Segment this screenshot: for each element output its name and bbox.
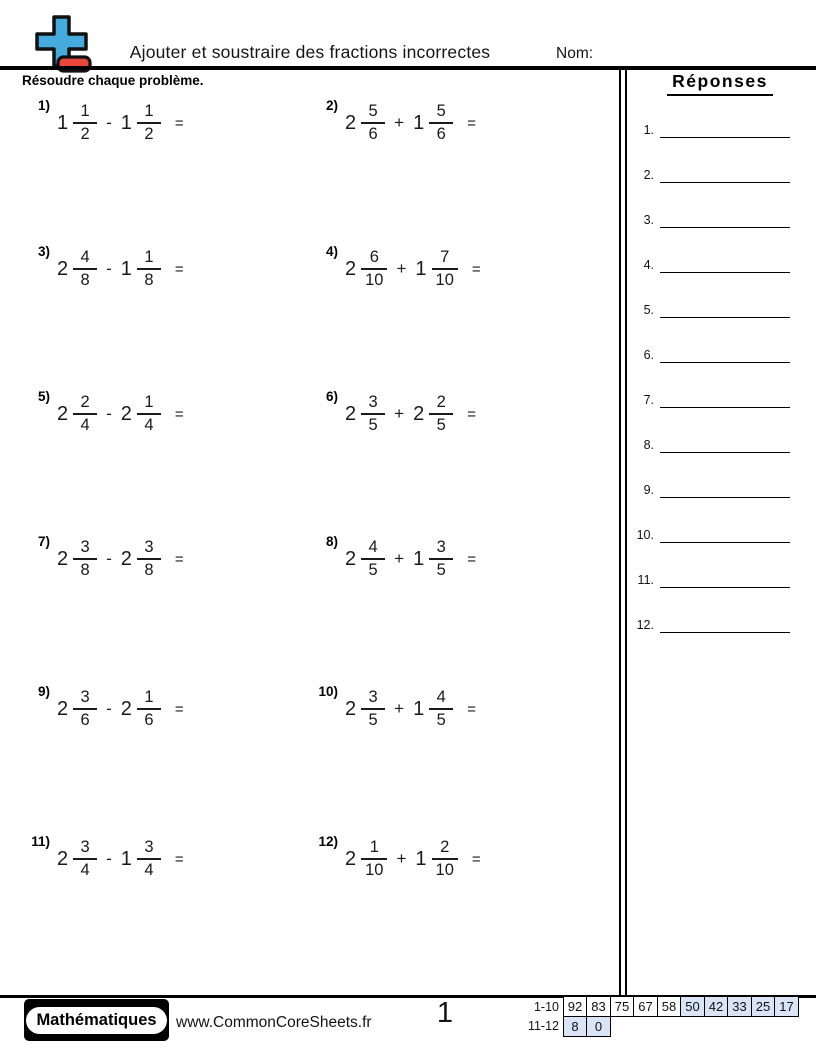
whole-number: 1: [120, 847, 132, 870]
problem-2: [310, 97, 476, 149]
fraction: $\frac{1}{8}$: [137, 248, 161, 290]
fraction: $\frac{5}{6}$: [429, 102, 453, 144]
operator: -: [106, 549, 112, 568]
problem-10: [310, 683, 476, 735]
problem-4: [310, 243, 481, 295]
score-cell: 42: [704, 996, 729, 1017]
whole-number: 1: [120, 111, 132, 134]
fraction: $\frac{2}{5}$: [429, 393, 453, 435]
operator: +: [396, 849, 407, 868]
fraction: $\frac{6}{10}$: [361, 248, 387, 290]
score-row-1: [470, 996, 799, 1017]
answer-number: 5.: [643, 303, 654, 317]
whole-number: 2: [345, 847, 357, 870]
problem-8: [310, 533, 476, 585]
answer-line: [660, 301, 790, 318]
answer-line: [660, 256, 790, 273]
whole-number: 1: [415, 257, 427, 280]
problem-number: 8): [325, 534, 338, 549]
problem-12: [310, 833, 481, 885]
answer-line: [660, 211, 790, 228]
problem-6: [310, 388, 476, 440]
fraction: $\frac{3}{8}$: [73, 538, 97, 580]
equals-sign: =: [174, 260, 184, 278]
problem-9: [22, 683, 184, 735]
fraction: $\frac{4}{8}$: [73, 248, 97, 290]
score-cell: 50: [680, 996, 705, 1017]
fraction: $\frac{1}{2}$: [137, 102, 161, 144]
answer-line: [660, 436, 790, 453]
fraction: $\frac{3}{4}$: [137, 838, 161, 880]
instructions-text: Résoudre chaque problème.: [22, 73, 204, 88]
answer-number: 3.: [643, 213, 654, 227]
answers-header: [630, 71, 810, 96]
score-cell: 33: [727, 996, 752, 1017]
operator: +: [394, 699, 405, 718]
answer-line: [660, 346, 790, 363]
answer-blank-8: [630, 434, 790, 453]
answers-title: Réponses: [667, 71, 773, 96]
whole-number: 2: [57, 257, 69, 280]
equals-sign: =: [467, 700, 476, 718]
whole-number: 2: [345, 111, 357, 134]
problem-number: 10): [318, 684, 338, 699]
answer-number: 1.: [643, 123, 654, 137]
score-cell: 83: [586, 996, 611, 1017]
problem-1: [22, 97, 184, 149]
score-cell: 17: [774, 996, 799, 1017]
answer-line: [660, 166, 790, 183]
fraction: $\frac{2}{10}$: [432, 838, 458, 880]
operator: -: [106, 404, 112, 423]
whole-number: 2: [120, 547, 132, 570]
fraction: $\frac{1}{4}$: [137, 393, 161, 435]
whole-number: 2: [345, 402, 357, 425]
fraction: $\frac{1}{6}$: [137, 688, 161, 730]
score-cell: 92: [563, 996, 588, 1017]
whole-number: 2: [345, 257, 357, 280]
equals-sign: =: [467, 550, 476, 568]
problem-number: 4): [325, 244, 338, 259]
problem-number: 2): [325, 98, 338, 113]
score-cell: 75: [610, 996, 635, 1017]
website-text: www.CommonCoreSheets.fr: [176, 1014, 372, 1031]
fraction: $\frac{4}{5}$: [361, 538, 385, 580]
answers-divider: [619, 70, 627, 996]
problem-number: 11): [31, 834, 50, 849]
whole-number: 2: [57, 547, 69, 570]
answer-blank-4: [630, 254, 790, 273]
answer-blank-11: [630, 569, 790, 588]
answer-blank-10: [630, 524, 790, 543]
page-number: 1: [436, 997, 454, 1029]
problem-3: [22, 243, 184, 295]
whole-number: 2: [120, 402, 132, 425]
answer-blank-9: [630, 479, 790, 498]
page-title: Ajouter et soustraire des fractions incorrectes: [129, 42, 491, 62]
score-cell: 25: [751, 996, 776, 1017]
operator: -: [106, 113, 112, 132]
operator: +: [394, 404, 405, 423]
score-cell: 58: [657, 996, 682, 1017]
fraction: $\frac{2}{4}$: [73, 393, 97, 435]
answer-blank-3: [630, 209, 790, 228]
equals-sign: =: [471, 260, 481, 278]
whole-number: 2: [345, 547, 357, 570]
problem-number: 1): [37, 98, 50, 113]
answer-number: 9.: [643, 483, 654, 497]
name-label: Nom:: [556, 45, 594, 62]
problem-number: 5): [37, 389, 50, 404]
problem-11: [22, 833, 184, 885]
whole-number: 2: [413, 402, 425, 425]
operator: -: [106, 699, 112, 718]
operator: +: [394, 113, 405, 132]
answer-blank-12: [630, 614, 790, 633]
subject-badge: [24, 999, 169, 1041]
answer-blank-2: [630, 164, 790, 183]
whole-number: 1: [415, 847, 427, 870]
answer-number: 4.: [643, 258, 654, 272]
score-cell: 67: [633, 996, 658, 1017]
problem-number: 12): [318, 834, 338, 849]
fraction: $\frac{3}{6}$: [73, 688, 97, 730]
equals-sign: =: [174, 405, 184, 423]
answer-number: 8.: [643, 438, 654, 452]
whole-number: 1: [413, 697, 425, 720]
whole-number: 2: [345, 697, 357, 720]
whole-number: 1: [413, 111, 425, 134]
problem-5: [22, 388, 184, 440]
score-table: [470, 996, 799, 1037]
score-row-label: 11-12: [527, 1019, 559, 1033]
fraction: $\frac{3}{5}$: [361, 688, 385, 730]
answer-number: 10.: [636, 528, 654, 542]
whole-number: 2: [57, 402, 69, 425]
whole-number: 2: [120, 697, 132, 720]
score-row-2: [470, 1016, 799, 1037]
fraction: $\frac{3}{8}$: [137, 538, 161, 580]
equals-sign: =: [174, 700, 184, 718]
equals-sign: =: [174, 850, 184, 868]
answer-blank-7: [630, 389, 790, 408]
whole-number: 1: [413, 547, 425, 570]
score-row-label: 1-10: [533, 999, 559, 1014]
score-cell: 0: [586, 1016, 611, 1037]
answer-number: 11.: [637, 573, 654, 587]
problem-number: 7): [37, 534, 50, 549]
fraction: $\frac{1}{2}$: [73, 102, 97, 144]
answer-line: [660, 571, 790, 588]
operator: -: [106, 259, 112, 278]
whole-number: 1: [57, 111, 69, 134]
answer-blank-1: [630, 119, 790, 138]
equals-sign: =: [174, 550, 184, 568]
fraction: $\frac{4}{5}$: [429, 688, 453, 730]
equals-sign: =: [467, 405, 476, 423]
answer-line: [660, 391, 790, 408]
fraction: $\frac{3}{5}$: [361, 393, 385, 435]
operator: -: [106, 849, 112, 868]
problem-number: 3): [37, 244, 50, 259]
answer-line: [660, 481, 790, 498]
whole-number: 2: [57, 847, 69, 870]
equals-sign: =: [471, 850, 481, 868]
fraction: $\frac{3}{4}$: [73, 838, 97, 880]
operator: +: [394, 549, 405, 568]
answer-blank-5: [630, 299, 790, 318]
answer-line: [660, 121, 790, 138]
fraction: $\frac{7}{10}$: [432, 248, 458, 290]
answer-line: [660, 526, 790, 543]
equals-sign: =: [174, 114, 184, 132]
problem-number: 9): [37, 684, 50, 699]
header-rule: [0, 66, 816, 70]
answer-number: 2.: [643, 168, 654, 182]
answer-blank-6: [630, 344, 790, 363]
answer-number: 6.: [643, 348, 654, 362]
problem-7: [22, 533, 184, 585]
answer-number: 12.: [636, 618, 654, 632]
score-cell: 8: [563, 1016, 588, 1037]
fraction: $\frac{3}{5}$: [429, 538, 453, 580]
answer-number: 7.: [643, 393, 654, 407]
subject-badge-label: Mathématiques: [26, 1007, 166, 1034]
whole-number: 2: [57, 697, 69, 720]
whole-number: 1: [120, 257, 132, 280]
fraction: $\frac{1}{10}$: [361, 838, 387, 880]
equals-sign: =: [467, 114, 476, 132]
problem-number: 6): [325, 389, 338, 404]
fraction: $\frac{5}{6}$: [361, 102, 385, 144]
operator: +: [396, 259, 407, 278]
answer-line: [660, 616, 790, 633]
